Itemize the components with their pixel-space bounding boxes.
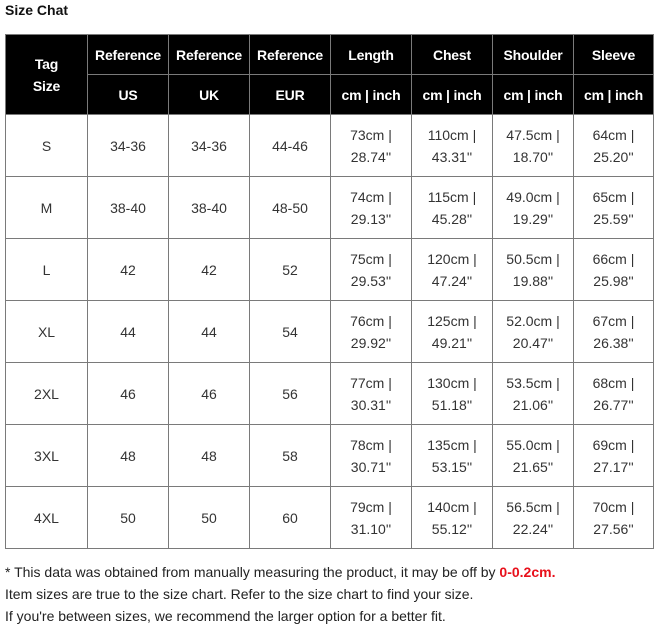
- shoulder-cell: [493, 177, 574, 239]
- size-cell: 3XL: [6, 425, 88, 487]
- header-unit-chest: cm | inch: [412, 75, 493, 115]
- size-chart-body: [6, 115, 654, 549]
- sleeve-cm: 69cm |: [592, 436, 635, 453]
- size-cell: M: [6, 177, 88, 239]
- length-cm: 79cm |: [350, 498, 392, 515]
- header-row-bottom: [6, 75, 654, 115]
- notes: [5, 561, 555, 627]
- header-unit-shoulder: cm | inch: [493, 75, 574, 115]
- chest-inch: 53.15'': [431, 458, 473, 475]
- shoulder-cell: [493, 425, 574, 487]
- chest-cell: [412, 425, 493, 487]
- length-cm: 78cm |: [350, 436, 392, 453]
- size-cell: XL: [6, 301, 88, 363]
- eur-cell: 44-46: [250, 115, 331, 177]
- note-tolerance: 0-0.2cm.: [499, 564, 556, 580]
- chest-inch: 51.18'': [431, 396, 473, 413]
- sleeve-cm: 67cm |: [592, 312, 635, 329]
- us-cell: 34-36: [88, 115, 169, 177]
- sleeve-inch: 27.56'': [593, 520, 634, 537]
- sleeve-inch: 26.77'': [593, 396, 634, 413]
- header-size-label: Size: [32, 77, 61, 94]
- length-cm: 77cm |: [350, 374, 392, 391]
- sleeve-inch: 25.59'': [593, 210, 634, 227]
- sleeve-cell: [574, 425, 654, 487]
- length-inch: 29.92'': [350, 334, 392, 351]
- shoulder-inch: 22.24'': [512, 520, 554, 537]
- table-row: [6, 239, 654, 301]
- chest-cell: [412, 487, 493, 549]
- chest-inch: 49.21'': [431, 334, 473, 351]
- shoulder-cm: 49.0cm |: [506, 188, 560, 205]
- eur-cell: 58: [250, 425, 331, 487]
- shoulder-cell: [493, 363, 574, 425]
- uk-cell: 48: [169, 425, 250, 487]
- shoulder-cm: 52.0cm |: [506, 312, 560, 329]
- chest-cm: 135cm |: [427, 436, 477, 453]
- note-measurement: [5, 561, 555, 583]
- length-cell: [331, 425, 412, 487]
- shoulder-inch: 21.06'': [512, 396, 554, 413]
- table-row: [6, 425, 654, 487]
- length-cm: 76cm |: [350, 312, 392, 329]
- header-reference-uk: Reference: [169, 35, 250, 75]
- shoulder-inch: 21.65'': [512, 458, 554, 475]
- size-cell: 2XL: [6, 363, 88, 425]
- header-sleeve: Sleeve: [574, 35, 654, 75]
- sleeve-cm: 66cm |: [592, 250, 635, 267]
- length-inch: 31.10'': [350, 520, 392, 537]
- chest-cell: [412, 115, 493, 177]
- sleeve-cell: [574, 363, 654, 425]
- uk-cell: 34-36: [169, 115, 250, 177]
- us-cell: 42: [88, 239, 169, 301]
- note-between-sizes: If you're between sizes, we recommend the larger option for a better fit.: [5, 608, 446, 624]
- length-inch: 29.13'': [350, 210, 392, 227]
- sleeve-cm: 70cm |: [592, 498, 635, 515]
- note-measurement-text: * This data was obtained from manually measuring the product, it may be off by: [5, 564, 500, 580]
- shoulder-inch: 20.47'': [512, 334, 554, 351]
- us-cell: 48: [88, 425, 169, 487]
- uk-cell: 46: [169, 363, 250, 425]
- sleeve-inch: 25.20'': [593, 148, 634, 165]
- us-cell: 50: [88, 487, 169, 549]
- length-cell: [331, 301, 412, 363]
- table-row: [6, 177, 654, 239]
- us-cell: 46: [88, 363, 169, 425]
- chest-cm: 115cm |: [427, 188, 477, 205]
- chest-inch: 47.24'': [431, 272, 473, 289]
- shoulder-cell: [493, 487, 574, 549]
- shoulder-cm: 53.5cm |: [506, 374, 560, 391]
- header-shoulder: Shoulder: [493, 35, 574, 75]
- length-inch: 30.71'': [350, 458, 392, 475]
- eur-cell: 48-50: [250, 177, 331, 239]
- header-tag-label: Tag: [34, 55, 59, 72]
- chest-cm: 125cm |: [427, 312, 477, 329]
- sleeve-inch: 26.38'': [593, 334, 634, 351]
- chest-inch: 43.31'': [431, 148, 473, 165]
- length-inch: 29.53'': [350, 272, 392, 289]
- header-length: Length: [331, 35, 412, 75]
- table-row: [6, 487, 654, 549]
- table-row: [6, 301, 654, 363]
- chest-inch: 45.28'': [431, 210, 473, 227]
- sleeve-cm: 64cm |: [592, 126, 635, 143]
- eur-cell: 56: [250, 363, 331, 425]
- header-unit-sleeve: cm | inch: [574, 75, 654, 115]
- page-title: Size Chat: [5, 2, 69, 18]
- sleeve-cell: [574, 239, 654, 301]
- header-unit-length: cm | inch: [331, 75, 412, 115]
- uk-cell: 50: [169, 487, 250, 549]
- shoulder-inch: 18.70'': [512, 148, 554, 165]
- uk-cell: 44: [169, 301, 250, 363]
- length-cell: [331, 177, 412, 239]
- chest-cell: [412, 301, 493, 363]
- length-cell: [331, 487, 412, 549]
- size-cell: 4XL: [6, 487, 88, 549]
- eur-cell: 60: [250, 487, 331, 549]
- length-cm: 73cm |: [350, 126, 392, 143]
- chest-cell: [412, 239, 493, 301]
- header-reference-us: Reference: [88, 35, 169, 75]
- sleeve-cell: [574, 115, 654, 177]
- header-unit-eur: EUR: [250, 75, 331, 115]
- length-cell: [331, 115, 412, 177]
- shoulder-cm: 56.5cm |: [506, 498, 560, 515]
- shoulder-cm: 50.5cm |: [506, 250, 560, 267]
- header-row-top: [6, 35, 654, 75]
- header-reference-eur: Reference: [250, 35, 331, 75]
- eur-cell: 52: [250, 239, 331, 301]
- sleeve-cm: 65cm |: [592, 188, 635, 205]
- sleeve-cm: 68cm |: [592, 374, 635, 391]
- chest-cell: [412, 363, 493, 425]
- us-cell: 38-40: [88, 177, 169, 239]
- sleeve-cell: [574, 177, 654, 239]
- chest-cm: 130cm |: [427, 374, 477, 391]
- eur-cell: 54: [250, 301, 331, 363]
- length-cell: [331, 363, 412, 425]
- size-cell: S: [6, 115, 88, 177]
- table-row: [6, 115, 654, 177]
- us-cell: 44: [88, 301, 169, 363]
- header-unit-us: US: [88, 75, 169, 115]
- chest-cm: 120cm |: [427, 250, 477, 267]
- table-row: [6, 363, 654, 425]
- size-cell: L: [6, 239, 88, 301]
- size-chart-table: [5, 34, 654, 549]
- shoulder-cell: [493, 115, 574, 177]
- chest-cm: 140cm |: [427, 498, 477, 515]
- length-cm: 74cm |: [350, 188, 392, 205]
- length-cell: [331, 239, 412, 301]
- uk-cell: 42: [169, 239, 250, 301]
- chest-cell: [412, 177, 493, 239]
- shoulder-inch: 19.29'': [512, 210, 554, 227]
- chest-cm: 110cm |: [427, 126, 477, 143]
- shoulder-cm: 47.5cm |: [506, 126, 560, 143]
- uk-cell: 38-40: [169, 177, 250, 239]
- shoulder-cm: 55.0cm |: [506, 436, 560, 453]
- header-tag-size: [6, 35, 88, 115]
- length-cm: 75cm |: [350, 250, 392, 267]
- header-unit-uk: UK: [169, 75, 250, 115]
- note-true-to-size: Item sizes are true to the size chart. Refer to the size chart to find your size.: [5, 586, 474, 602]
- sleeve-inch: 25.98'': [593, 272, 634, 289]
- sleeve-inch: 27.17'': [593, 458, 634, 475]
- header-chest: Chest: [412, 35, 493, 75]
- chest-inch: 55.12'': [431, 520, 473, 537]
- sleeve-cell: [574, 487, 654, 549]
- length-inch: 30.31'': [350, 396, 392, 413]
- shoulder-cell: [493, 301, 574, 363]
- shoulder-inch: 19.88'': [512, 272, 554, 289]
- shoulder-cell: [493, 239, 574, 301]
- length-inch: 28.74'': [350, 148, 392, 165]
- sleeve-cell: [574, 301, 654, 363]
